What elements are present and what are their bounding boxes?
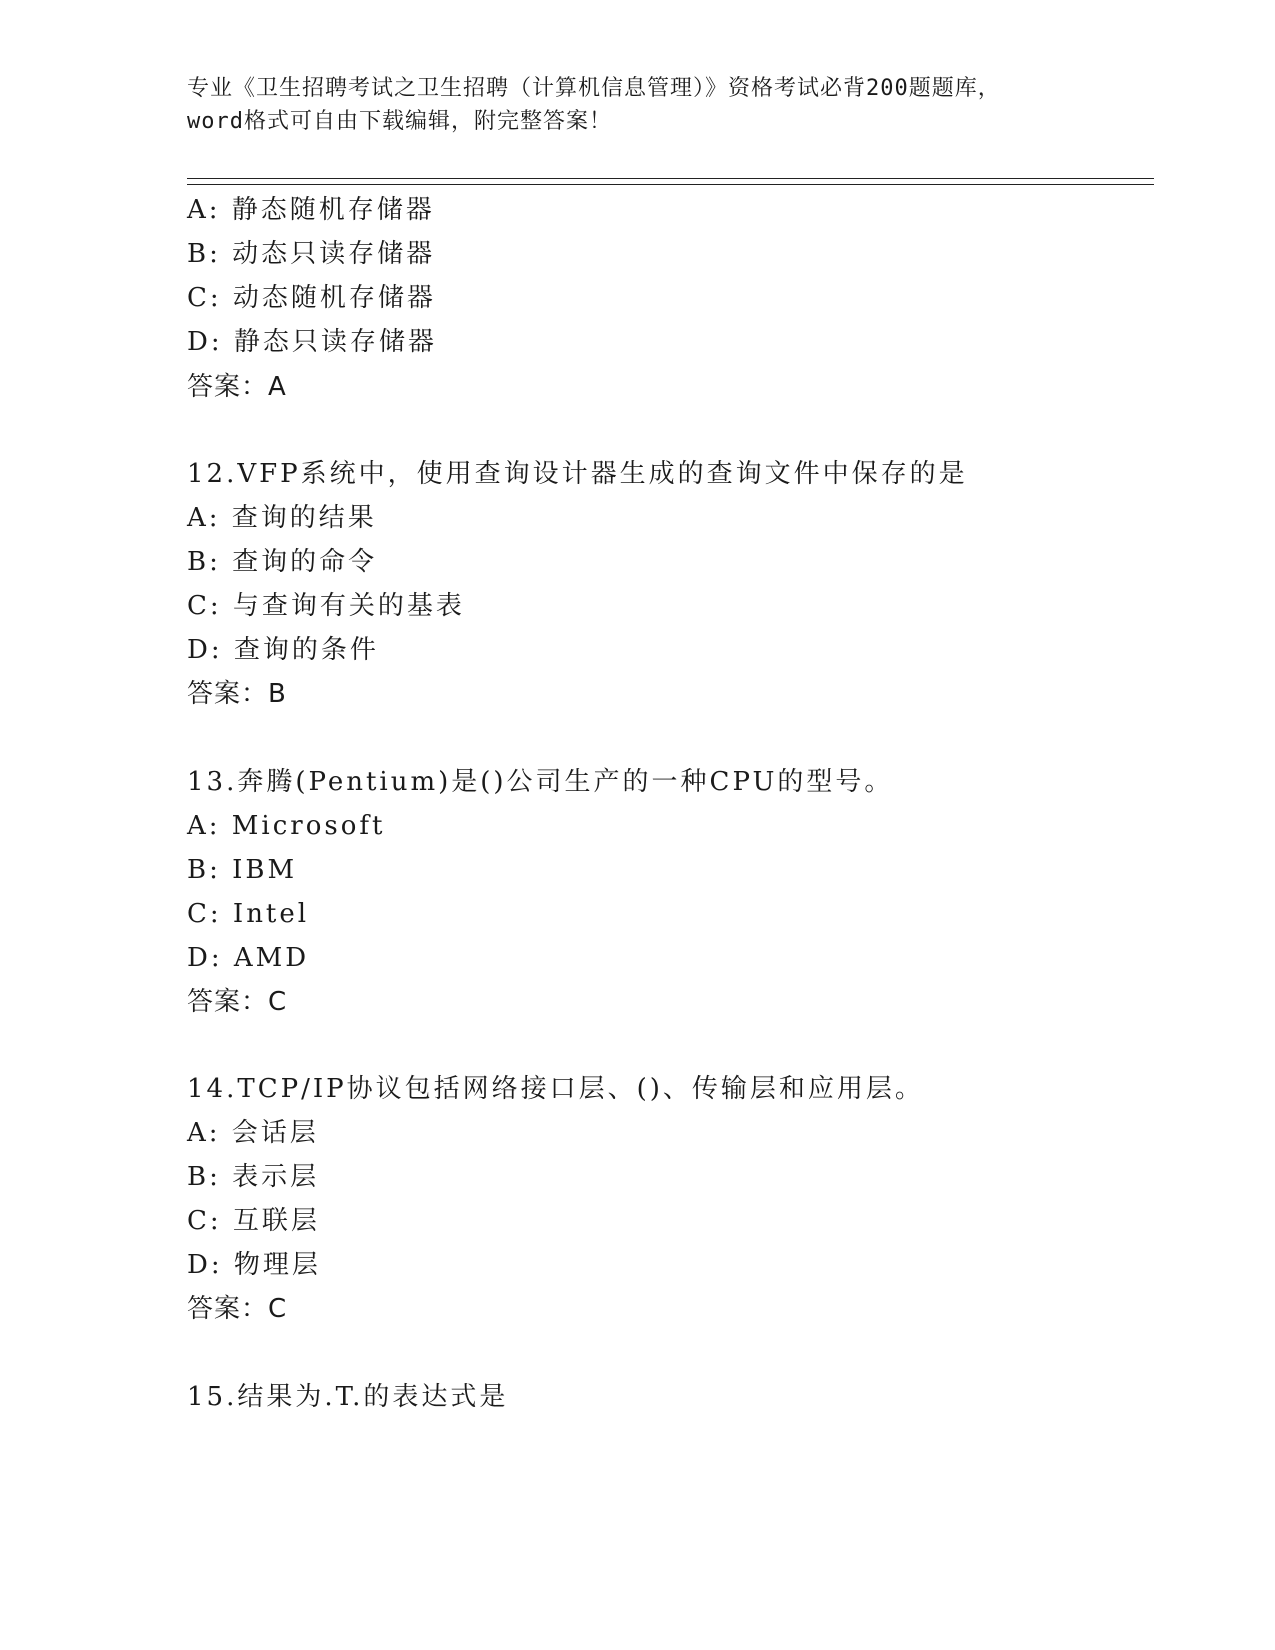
q14-option-a: A: 会话层 [187,1118,319,1148]
header-divider-bottom [187,184,1154,185]
q12-answer: 答案：B [187,679,287,709]
q12-option-a: A: 查询的结果 [187,503,377,533]
header-title-line-1: 专业《卫生招聘考试之卫生招聘（计算机信息管理）》资格考试必背200题题库， [187,76,1001,101]
q12-option-d: D: 查询的条件 [187,635,379,665]
q12-question: 12.VFP系统中，使用查询设计器生成的查询文件中保存的是 [187,459,968,489]
q11-answer: 答案：A [187,372,287,402]
q14-option-d: D: 物理层 [187,1250,321,1280]
q13-option-c: C: Intel [187,899,310,929]
q13-answer: 答案：C [187,987,288,1017]
q11-option-c: C: 动态随机存储器 [187,283,436,313]
q13-option-b: B: IBM [187,855,298,885]
q13-option-d: D: AMD [187,943,310,973]
header-divider-top [187,178,1154,179]
q13-question: 13.奔腾(Pentium)是()公司生产的一种CPU的型号。 [187,767,894,797]
document-header [187,72,1087,138]
q12-option-b: B: 查询的命令 [187,547,378,577]
header-title-line-2: word格式可自由下载编辑，附完整答案！ [187,109,612,134]
q12-option-c: C: 与查询有关的基表 [187,591,465,621]
q14-answer: 答案：C [187,1294,288,1324]
q11-option-a: A: 静态随机存储器 [187,195,435,225]
q14-option-b: B: 表示层 [187,1162,320,1192]
q15-question: 15.结果为.T.的表达式是 [187,1382,509,1412]
q14-option-c: C: 互联层 [187,1206,320,1236]
q14-question: 14.TCP/IP协议包括网络接口层、()、传输层和应用层。 [187,1074,924,1104]
q11-option-b: B: 动态只读存储器 [187,239,436,269]
q11-option-d: D: 静态只读存储器 [187,327,437,357]
q13-option-a: A: Microsoft [187,811,386,841]
